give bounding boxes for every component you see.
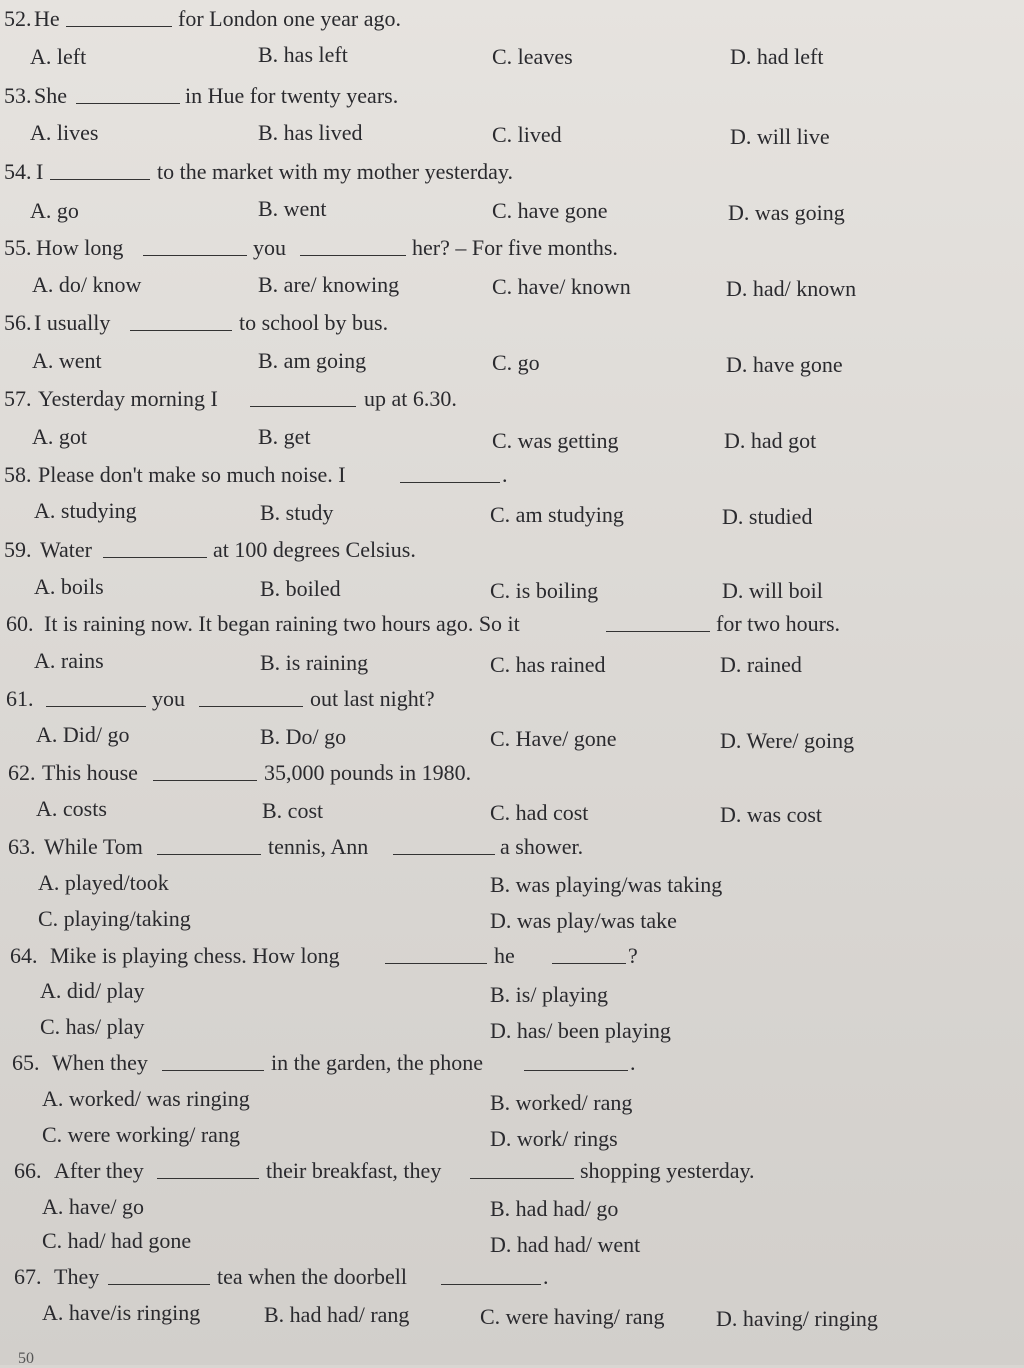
question-number: 59. — [4, 537, 32, 562]
answer-blank[interactable] — [400, 482, 500, 483]
option-a[interactable]: A. studying — [34, 498, 137, 523]
option-b[interactable]: B. had had/ go — [490, 1196, 619, 1221]
option-a[interactable]: A. Did/ go — [36, 722, 130, 747]
option-d[interactable]: D. will boil — [722, 578, 823, 603]
option-c[interactable]: C. is boiling — [490, 578, 599, 603]
answer-blank[interactable] — [441, 1284, 541, 1285]
question-number: 57. — [4, 386, 32, 411]
question-number: 55. — [4, 235, 32, 260]
option-a[interactable]: A. do/ know — [32, 272, 142, 297]
option-d[interactable]: D. was play/was take — [490, 908, 677, 933]
answer-blank[interactable] — [143, 255, 247, 256]
question-text: her? – For five months. — [412, 235, 618, 260]
answer-blank[interactable] — [300, 255, 406, 256]
option-a[interactable]: A. worked/ was ringing — [42, 1086, 250, 1111]
option-b[interactable]: B. has lived — [258, 120, 363, 145]
option-c[interactable]: C. playing/taking — [38, 906, 191, 931]
question-text: This house — [42, 760, 138, 785]
answer-blank[interactable] — [157, 1178, 259, 1179]
answer-blank[interactable] — [162, 1070, 264, 1071]
option-a[interactable]: A. have/ go — [42, 1194, 145, 1219]
question-text: While Tom — [44, 834, 143, 859]
option-c[interactable]: C. had cost — [490, 800, 589, 825]
question-number: 56. — [4, 310, 32, 335]
option-b[interactable]: B. boiled — [260, 576, 341, 601]
answer-blank[interactable] — [606, 631, 710, 632]
option-b[interactable]: B. study — [260, 500, 334, 525]
answer-blank[interactable] — [199, 706, 303, 707]
question-text: When they — [52, 1050, 148, 1075]
question-text: you — [253, 235, 286, 260]
question-text: She — [34, 83, 67, 108]
option-d[interactable]: D. will live — [730, 124, 830, 149]
question-text: He — [34, 6, 60, 31]
question-text: out last night? — [310, 686, 435, 711]
answer-blank[interactable] — [108, 1284, 210, 1285]
option-c[interactable]: C. had/ had gone — [42, 1228, 192, 1253]
question-text: their breakfast, they — [266, 1158, 442, 1183]
question-text: I — [36, 159, 44, 184]
option-d[interactable]: D. studied — [722, 504, 813, 529]
question-text: in the garden, the phone — [271, 1050, 483, 1075]
question-text: I usually — [34, 310, 111, 335]
option-d[interactable]: D. Were/ going — [720, 728, 855, 753]
question-text: at 100 degrees Celsius. — [213, 537, 416, 562]
answer-blank[interactable] — [250, 406, 356, 407]
question-text: tea when the doorbell — [217, 1264, 407, 1289]
option-b[interactable]: B. Do/ go — [260, 724, 347, 749]
answer-blank[interactable] — [524, 1070, 628, 1071]
option-d[interactable]: D. work/ rings — [490, 1126, 618, 1151]
question-number: 58. — [4, 462, 32, 487]
answer-blank[interactable] — [393, 854, 495, 855]
option-b[interactable]: B. are/ knowing — [258, 272, 400, 297]
answer-blank[interactable] — [46, 706, 146, 707]
option-c[interactable]: C. leaves — [492, 44, 573, 69]
answer-blank[interactable] — [385, 963, 487, 964]
option-a[interactable]: A. played/took — [38, 870, 169, 895]
question-number: 64. — [10, 943, 38, 968]
option-c[interactable]: C. am studying — [490, 502, 624, 527]
option-b[interactable]: B. cost — [262, 798, 324, 823]
question-number: 65. — [12, 1050, 40, 1075]
option-d[interactable]: D. rained — [720, 652, 802, 677]
answer-blank[interactable] — [76, 103, 180, 104]
answer-blank[interactable] — [130, 330, 232, 331]
option-d[interactable]: D. had got — [724, 428, 817, 453]
question-text: a shower. — [500, 834, 584, 859]
question-text: 35,000 pounds in 1980. — [264, 760, 472, 785]
question-text: Water — [40, 537, 92, 562]
option-d[interactable]: D. had/ known — [726, 276, 857, 301]
option-d[interactable]: D. was going — [728, 200, 845, 225]
option-b[interactable]: B. is raining — [260, 650, 369, 675]
question-text: ? — [628, 943, 638, 968]
question-text: They — [54, 1264, 100, 1289]
question-number: 61. — [6, 686, 34, 711]
question-text: tennis, Ann — [268, 834, 369, 859]
option-a[interactable]: A. rains — [34, 648, 104, 673]
question-number: 52. — [4, 6, 32, 31]
option-b[interactable]: B. has left — [258, 42, 348, 67]
option-d[interactable]: D. have gone — [726, 352, 843, 377]
option-c[interactable]: C. were having/ rang — [480, 1304, 665, 1329]
question-text: he — [494, 943, 515, 968]
option-a[interactable]: A. costs — [36, 796, 107, 821]
question-number: 66. — [14, 1158, 42, 1183]
answer-blank[interactable] — [66, 26, 172, 27]
option-d[interactable]: D. was cost — [720, 802, 823, 827]
option-c[interactable]: C. was getting — [492, 428, 619, 453]
answer-blank[interactable] — [157, 854, 261, 855]
question-text: Please don't make so much noise. I — [38, 462, 346, 487]
question-text: shopping yesterday. — [580, 1158, 755, 1183]
option-d[interactable]: D. had left — [730, 44, 824, 69]
question-text: to school by bus. — [239, 310, 389, 335]
option-c[interactable]: C. has rained — [490, 652, 606, 677]
answer-blank[interactable] — [50, 179, 150, 180]
question-text: in Hue for twenty years. — [185, 83, 399, 108]
option-d[interactable]: D. having/ ringing — [716, 1306, 878, 1331]
question-text: for London one year ago. — [178, 6, 401, 31]
option-c[interactable]: C. has/ play — [40, 1014, 145, 1039]
question-text: Yesterday morning I — [38, 386, 218, 411]
option-a[interactable]: A. go — [30, 198, 79, 223]
option-c[interactable]: C. Have/ gone — [490, 726, 617, 751]
question-number: 60. — [6, 611, 34, 636]
option-a[interactable]: A. went — [32, 348, 102, 373]
option-d[interactable]: D. has/ been playing — [490, 1018, 671, 1043]
option-b[interactable]: B. had had/ rang — [264, 1302, 410, 1327]
question-number: 54. — [4, 159, 32, 184]
option-b[interactable]: B. worked/ rang — [490, 1090, 633, 1115]
question-text: . — [630, 1050, 636, 1075]
option-b[interactable]: B. was playing/was taking — [490, 872, 723, 897]
option-a[interactable]: A. left — [30, 44, 87, 69]
question-text: to the market with my mother yesterday. — [157, 159, 513, 184]
question-number: 53. — [4, 83, 32, 108]
option-c[interactable]: C. have/ known — [492, 274, 631, 299]
answer-blank[interactable] — [153, 780, 257, 781]
answer-blank[interactable] — [103, 557, 207, 558]
question-text: up at 6.30. — [364, 386, 457, 411]
answer-blank[interactable] — [470, 1178, 574, 1179]
option-a[interactable]: A. lives — [30, 120, 99, 145]
question-text: Mike is playing chess. How long — [50, 943, 340, 968]
option-b[interactable]: B. went — [258, 196, 327, 221]
question-number: 67. — [14, 1264, 42, 1289]
question-text: After they — [54, 1158, 144, 1183]
page-number: 50 — [18, 1350, 34, 1367]
question-number: 62. — [8, 760, 36, 785]
option-a[interactable]: A. boils — [34, 574, 104, 599]
option-a[interactable]: A. have/is ringing — [42, 1300, 201, 1325]
option-d[interactable]: D. had had/ went — [490, 1232, 641, 1257]
answer-blank[interactable] — [552, 963, 626, 964]
question-text: for two hours. — [716, 611, 841, 636]
question-number: 63. — [8, 834, 36, 859]
question-text: . — [502, 462, 508, 487]
option-b[interactable]: B. am going — [258, 348, 367, 373]
option-a[interactable]: A. got — [32, 424, 87, 449]
option-c[interactable]: C. go — [492, 350, 540, 375]
option-c[interactable]: C. have gone — [492, 198, 608, 223]
question-text: . — [543, 1264, 549, 1289]
option-c[interactable]: C. were working/ rang — [42, 1122, 240, 1147]
option-a[interactable]: A. did/ play — [40, 978, 145, 1003]
question-text: How long — [36, 235, 124, 260]
question-text: It is raining now. It began raining two hours ago. So it — [44, 611, 520, 636]
option-b[interactable]: B. get — [258, 424, 311, 449]
option-b[interactable]: B. is/ playing — [490, 982, 608, 1007]
question-text: you — [152, 686, 185, 711]
option-c[interactable]: C. lived — [492, 122, 562, 147]
